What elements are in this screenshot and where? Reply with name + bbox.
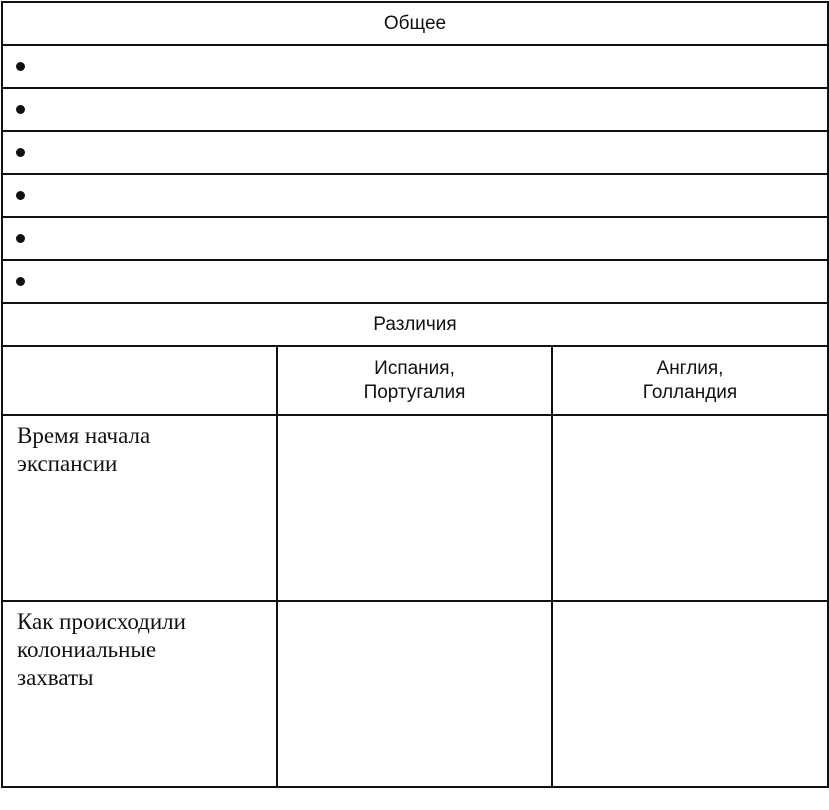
bullet-icon <box>16 191 25 200</box>
answer-cell[interactable] <box>552 601 828 787</box>
row-label-expansion-start <box>2 415 277 601</box>
bullet-row-3 <box>2 131 828 174</box>
bullet-cell-5[interactable] <box>2 217 828 260</box>
answer-cell[interactable] <box>277 601 552 787</box>
corner-cell <box>2 346 277 415</box>
common-header: Общее <box>2 2 828 45</box>
table-row <box>2 415 828 601</box>
bullet-row-2 <box>2 88 828 131</box>
bullet-row-1 <box>2 45 828 88</box>
bullet-icon <box>16 234 25 243</box>
differences-header: Различия <box>2 303 828 346</box>
row-label-line: экспансии <box>17 451 118 476</box>
bullet-cell-3[interactable] <box>2 131 828 174</box>
row-label-colonial-seizures <box>2 601 277 787</box>
bullet-icon <box>16 105 25 114</box>
row-label-line: колониальные <box>17 637 157 662</box>
comparison-table <box>1 1 829 788</box>
bullet-cell-1[interactable] <box>2 45 828 88</box>
bullet-row-6 <box>2 260 828 303</box>
common-header-row <box>2 2 828 45</box>
bullet-icon <box>16 148 25 157</box>
column-header-line: Испания, <box>374 357 455 379</box>
bullet-row-4 <box>2 174 828 217</box>
table-row <box>2 601 828 787</box>
column-header-spain-portugal <box>277 346 552 415</box>
bullet-row-5 <box>2 217 828 260</box>
bullet-icon <box>16 62 25 71</box>
row-label-line: захваты <box>17 665 94 690</box>
answer-cell[interactable] <box>552 415 828 601</box>
bullet-icon <box>16 277 25 286</box>
bullet-cell-6[interactable] <box>2 260 828 303</box>
column-header-england-holland <box>552 346 828 415</box>
bullet-cell-2[interactable] <box>2 88 828 131</box>
answer-cell[interactable] <box>277 415 552 601</box>
column-header-line: Англия, <box>656 357 724 379</box>
column-header-row <box>2 346 828 415</box>
row-label-line: Время начала <box>17 423 151 448</box>
column-header-line: Португалия <box>363 381 466 403</box>
bullet-cell-4[interactable] <box>2 174 828 217</box>
row-label-line: Как происходили <box>17 609 186 634</box>
differences-header-row <box>2 303 828 346</box>
column-header-line: Голландия <box>642 381 738 403</box>
